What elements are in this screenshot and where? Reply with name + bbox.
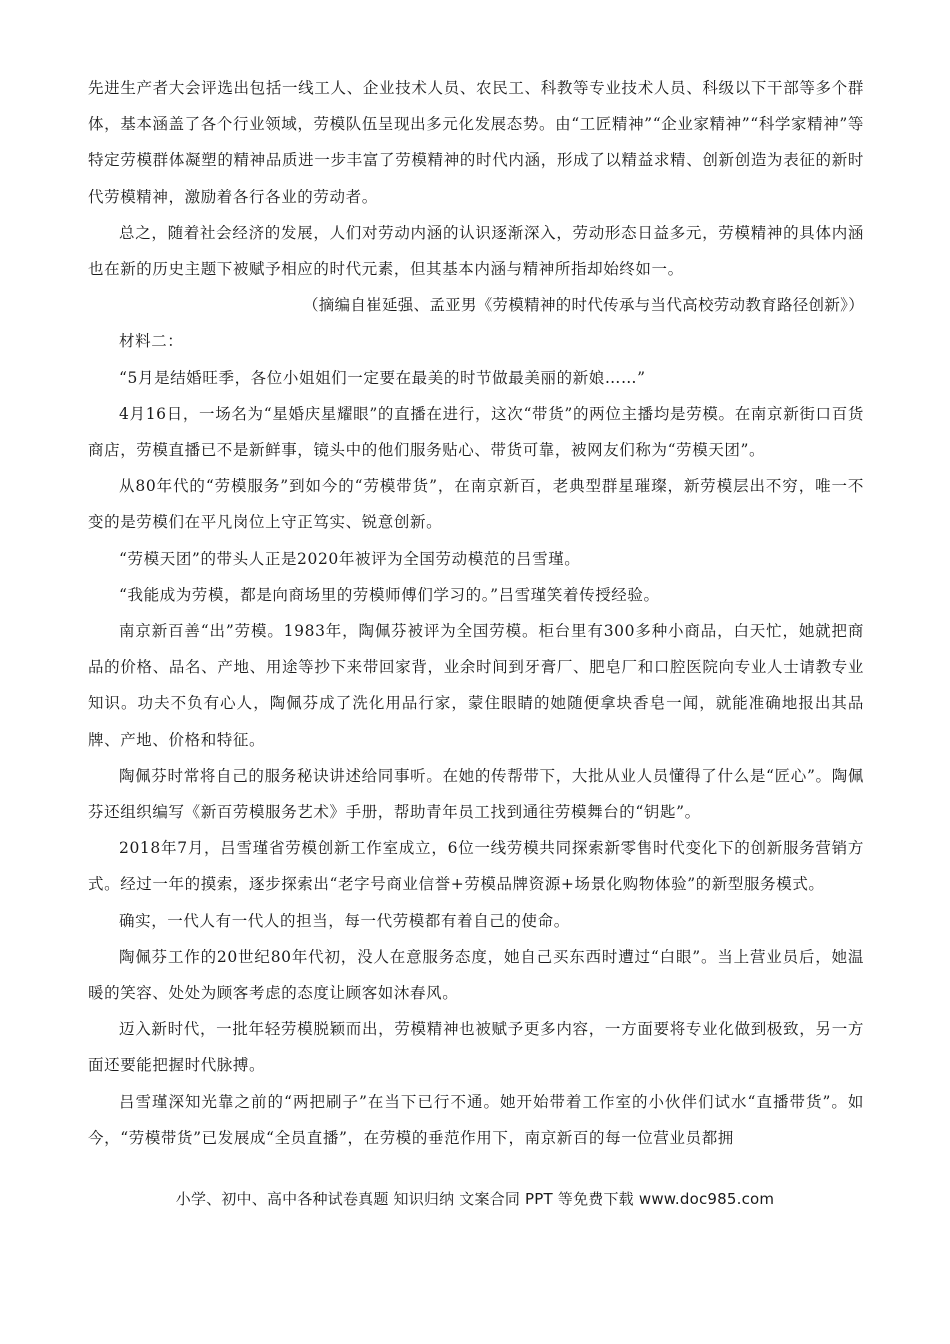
material-label: 材料二： bbox=[119, 332, 184, 351]
paragraph-quote-lv: “我能成为劳模，都是向商场里的劳模师傅们学习的。”吕雪瑾笑着传授经验。 bbox=[119, 585, 660, 604]
paragraph-mission: 确实，一代人有一代人的担当，每一代劳模都有着自己的使命。 bbox=[119, 911, 570, 930]
source-citation: （摘编自崔延强、孟亚男《劳模精神的时代传承与当代高校劳动教育路径创新》） bbox=[302, 296, 864, 315]
paragraph-1983: 南京新百善“出”劳模。1983年，陶佩芬被评为全国劳模。柜台里有300多种小商品，白天忙，她就把商品的价格、品名、产地、用途等抄下来带回家背，业余时间到牙膏厂、肥皂厂和口腔医院向专业人士请教专业知识。功夫不负有心人，陶佩芬成了洗化用品行家，蒙住眼睛的她随便拿块香皂一闻，就能准确地报出其品牌、产地、价格和特征。 bbox=[88, 622, 864, 749]
paragraph-2: 总之，随着社会经济的发展，人们对劳动内涵的认识逐渐深入，劳动形态日益多元，劳模精神的具体内涵也在新的历史主题下被赋予相应的时代元素，但其基本内涵与精神所指却始终如一。 bbox=[88, 223, 864, 279]
paragraph-livestream: 4月16日，一场名为“星婚庆星耀眼”的直播在进行，这次“带货”的两位主播均是劳模。在南京新街口百货商店，劳模直播已不是新鲜事，镜头中的他们服务贴心、带货可靠，被网友们称为“劳模天团”。 bbox=[88, 404, 864, 460]
document-body bbox=[88, 70, 864, 1156]
paragraph-1: 先进生产者大会评选出包括一线工人、企业技术人员、农民工、科教等专业技术人员、科级以下干部等多个群体，基本涵盖了各个行业领域，劳模队伍呈现出多元化发展态势。由“工匠精神”“企业家精神”“科学家精神”等特定劳模群体凝塑的精神品质进一步丰富了劳模精神的时代内涵，形成了以精益求精、创新创造为表征的新时代劳模精神，激励着各行各业的劳动者。 bbox=[88, 79, 864, 206]
paragraph-leader: “劳模天团”的带头人正是2020年被评为全国劳动模范的吕雪瑾。 bbox=[119, 549, 581, 568]
paragraph-2018: 2018年7月，吕雪瑾省劳模创新工作室成立，6位一线劳模共同探索新零售时代变化下的创新服务营销方式。经过一年的摸索，逐步探索出“老字号商业信誉+劳模品牌资源+场景化购物体验”的新型服务模式。 bbox=[88, 839, 864, 894]
paragraph-tao: 陶佩芬工作的20世纪80年代初，没人在意服务态度，她自己买东西时遭过“白眼”。当上营业员后，她温暖的笑容、处处为顾客考虑的态度让顾客如沐春风。 bbox=[88, 947, 864, 1003]
paragraph-lv-live: 吕雪瑾深知光靠之前的“两把刷子”在当下已行不通。她开始带着工作室的小伙伴们试水“直播带货”。如今，“劳模带货”已发展成“全员直播”，在劳模的垂范作用下，南京新百的每一位营业员都拥 bbox=[88, 1092, 864, 1147]
page-footer: 小学、初中、高中各种试卷真题 知识归纳 文案合同 PPT 等免费下载 www.doc985.com bbox=[175, 1190, 775, 1208]
paragraph-new-era: 迈入新时代，一批年轻劳模脱颖而出，劳模精神也被赋予更多内容，一方面要将专业化做到极致，另一方面还要能把握时代脉搏。 bbox=[88, 1020, 864, 1075]
paragraph-secret: 陶佩芬时常将自己的服务秘诀讲述给同事听。在她的传帮带下，大批从业人员懂得了什么是“匠心”。陶佩芬还组织编写《新百劳模服务艺术》手册，帮助青年员工找到通往劳模舞台的“钥匙”。 bbox=[88, 766, 864, 822]
paragraph-80s: 从80年代的“劳模服务”到如今的“劳模带货”，在南京新百，老典型群星璀璨，新劳模层出不穷，唯一不变的是劳模们在平凡岗位上守正笃实、锐意创新。 bbox=[88, 477, 864, 532]
quote-paragraph: “5月是结婚旺季，各位小姐姐们一定要在最美的时节做最美丽的新娘……” bbox=[119, 368, 646, 387]
